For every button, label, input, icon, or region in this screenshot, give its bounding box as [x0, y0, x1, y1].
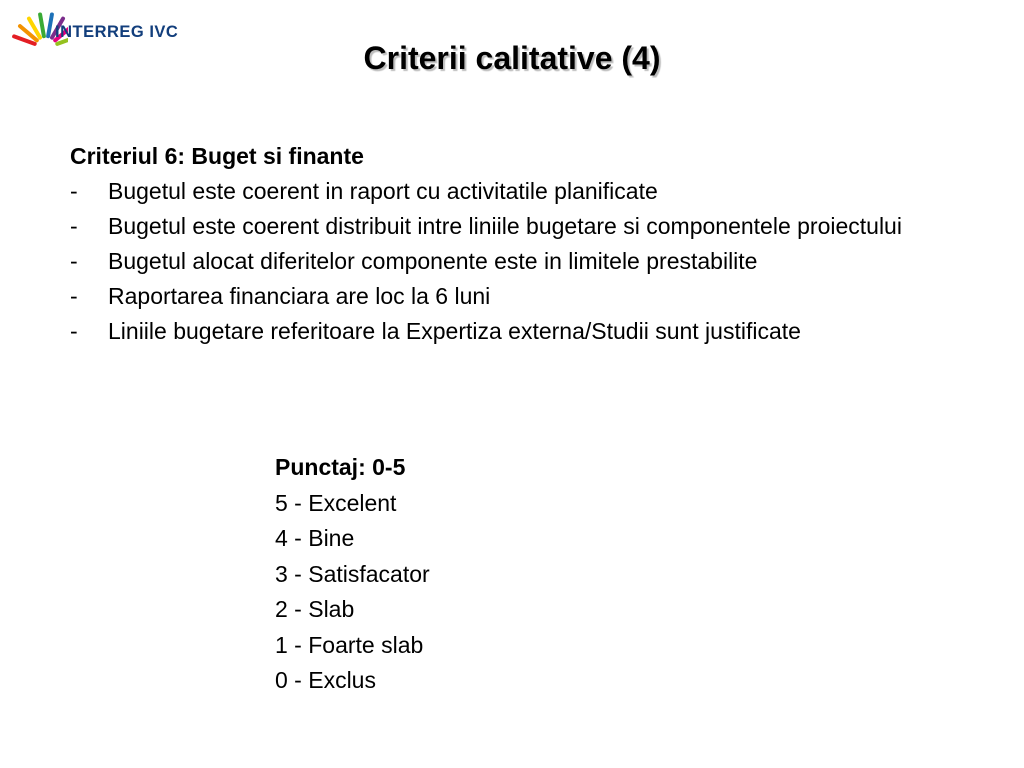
bullet-dash: - — [70, 318, 78, 344]
bullet-dash: - — [70, 283, 78, 309]
criterion-section — [70, 142, 950, 352]
scoring-level: 4 - Bine — [275, 525, 355, 551]
criterion-item — [70, 177, 950, 206]
logo-ray — [40, 15, 44, 37]
criterion-item — [70, 282, 950, 311]
criterion-item-text: Raportarea financiara are loc la 6 luni — [108, 283, 491, 309]
slide-title: Criterii calitative (4) — [363, 40, 661, 76]
criterion-item — [70, 247, 950, 276]
scoring-level: 1 - Foarte slab — [275, 631, 424, 658]
scoring-title: Punctaj: 0-5 — [275, 454, 406, 480]
scoring-level: 5 - Excelent — [275, 489, 397, 516]
criterion-item-text: Bugetul alocat diferitelor componente este in limitele prestabilite — [108, 248, 758, 274]
criterion-item-text: Bugetul este coerent distribuit intre liniile bugetare si componentele proiectului — [108, 213, 902, 239]
criterion-heading: Criteriul 6: Buget si finante — [70, 143, 364, 169]
bullet-dash: - — [70, 248, 78, 274]
criterion-item — [70, 212, 950, 241]
scoring-level: 0 - Exclus — [275, 667, 376, 693]
scoring-section — [275, 450, 430, 699]
scoring-level: 2 - Slab — [275, 596, 355, 622]
bullet-dash: - — [70, 213, 78, 239]
criterion-item-text: Liniile bugetare referitoare la Expertiza externa/Studii sunt justificate — [108, 318, 801, 344]
scoring-level: 3 - Satisfacator — [275, 560, 430, 587]
criterion-list — [70, 177, 950, 346]
criterion-item-text: Bugetul este coerent in raport cu activitatile planificate — [108, 178, 658, 204]
bullet-dash: - — [70, 178, 78, 204]
logo-text: INTERREG IVC — [55, 23, 179, 41]
logo-ray — [48, 15, 52, 37]
criterion-item — [70, 317, 950, 346]
